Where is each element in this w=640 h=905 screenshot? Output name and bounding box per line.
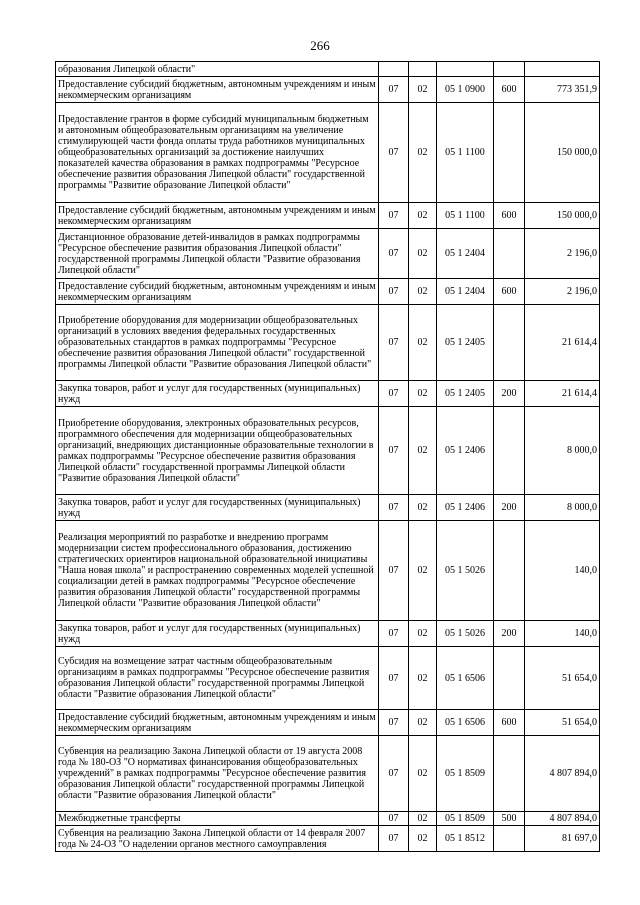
row-expense-type (494, 826, 525, 852)
table-row (56, 647, 600, 710)
row-expense-type (494, 521, 525, 621)
row-expense-type: 200 (494, 381, 525, 407)
row-target-code: 05 1 2404 (437, 229, 494, 279)
row-section: 07 (379, 381, 409, 407)
row-sum: 21 614,4 (525, 305, 600, 381)
row-expense-type (494, 647, 525, 710)
row-section: 07 (379, 710, 409, 736)
row-subsection: 02 (409, 407, 437, 495)
row-name: Субвенция на реализацию Закона Липецкой области от 19 августа 2008 года № 180-ОЗ "О нормативах финансирования общеобразовательных учреждений" в рамках подпрограммы "Ресурсное обеспечение развития образования Липецкой области" государственной программы Липецкой области "Развитие образования Липецкой области" (56, 736, 379, 812)
table-row (56, 407, 600, 495)
row-expense-type: 500 (494, 812, 525, 826)
row-sum: 8 000,0 (525, 407, 600, 495)
row-section: 07 (379, 103, 409, 203)
row-name: Приобретение оборудования, электронных образовательных ресурсов, программного обеспечения для модернизации общеобразовательных организаций, внедряющих дистанционные образовательные технологии в рамках подпрограммы "Ресурсное обеспечение развития образования Липецкой области" государственной программы Липецкой области "Развитие образования Липецкой области" (56, 407, 379, 495)
row-subsection: 02 (409, 305, 437, 381)
row-target-code (437, 62, 494, 77)
table-row (56, 203, 600, 229)
row-subsection: 02 (409, 710, 437, 736)
row-sum: 81 697,0 (525, 826, 600, 852)
row-sum: 150 000,0 (525, 203, 600, 229)
table-row (56, 305, 600, 381)
table-row (56, 279, 600, 305)
row-name: образования Липецкой области" (56, 62, 379, 77)
table-row (56, 495, 600, 521)
row-section: 07 (379, 826, 409, 852)
row-section: 07 (379, 305, 409, 381)
row-subsection: 02 (409, 229, 437, 279)
row-section: 07 (379, 647, 409, 710)
row-subsection: 02 (409, 203, 437, 229)
row-target-code: 05 1 2405 (437, 305, 494, 381)
row-subsection: 02 (409, 495, 437, 521)
row-target-code: 05 1 8509 (437, 736, 494, 812)
row-target-code: 05 1 2404 (437, 279, 494, 305)
row-expense-type: 600 (494, 77, 525, 103)
row-subsection: 02 (409, 521, 437, 621)
table-row (56, 710, 600, 736)
row-name: Предоставление субсидий бюджетным, автономным учреждениям и иным некоммерческим организациям (56, 279, 379, 305)
row-expense-type (494, 407, 525, 495)
row-target-code: 05 1 6506 (437, 710, 494, 736)
row-subsection (409, 62, 437, 77)
row-section: 07 (379, 621, 409, 647)
row-sum: 51 654,0 (525, 710, 600, 736)
row-sum: 51 654,0 (525, 647, 600, 710)
row-sum: 140,0 (525, 621, 600, 647)
row-name: Дистанционное образование детей-инвалидов в рамках подпрограммы "Ресурсное обеспечение развития образования Липецкой области" государственной программы Липецкой области "Развитие образования Липецкой области" (56, 229, 379, 279)
row-expense-type: 600 (494, 203, 525, 229)
row-sum: 21 614,4 (525, 381, 600, 407)
row-expense-type: 200 (494, 495, 525, 521)
row-target-code: 05 1 2405 (437, 381, 494, 407)
row-subsection: 02 (409, 381, 437, 407)
row-sum: 2 196,0 (525, 229, 600, 279)
row-name: Предоставление субсидий бюджетным, автономным учреждениям и иным некоммерческим организациям (56, 710, 379, 736)
row-expense-type (494, 229, 525, 279)
row-section: 07 (379, 736, 409, 812)
table-row (56, 62, 600, 77)
row-target-code: 05 1 5026 (437, 621, 494, 647)
row-sum: 2 196,0 (525, 279, 600, 305)
row-target-code: 05 1 8512 (437, 826, 494, 852)
row-name: Закупка товаров, работ и услуг для государственных (муниципальных) нужд (56, 381, 379, 407)
table-row (56, 736, 600, 812)
row-sum: 4 807 894,0 (525, 736, 600, 812)
row-target-code: 05 1 0900 (437, 77, 494, 103)
table-row (56, 103, 600, 203)
row-name: Субвенция на реализацию Закона Липецкой области от 14 февраля 2007 года № 24-ОЗ "О наделении органов местного самоуправления (56, 826, 379, 852)
row-name: Предоставление субсидий бюджетным, автономным учреждениям и иным некоммерческим организациям (56, 203, 379, 229)
row-target-code: 05 1 1100 (437, 203, 494, 229)
page-number: 266 (310, 38, 330, 53)
row-name: Приобретение оборудования для модернизации общеобразовательных организаций в условиях введения федеральных государственных образовательных стандартов в рамках подпрограммы "Ресурсное обеспечение развития образования Липецкой области" государственной программы Липецкой области "Развитие образования Липецкой области" (56, 305, 379, 381)
row-section: 07 (379, 495, 409, 521)
row-name: Закупка товаров, работ и услуг для государственных (муниципальных) нужд (56, 495, 379, 521)
row-target-code: 05 1 6506 (437, 647, 494, 710)
row-name: Субсидия на возмещение затрат частным общеобразовательным организациям в рамках подпрограммы "Ресурсное обеспечение развития образования Липецкой области" государственной программы Липецкой области "Развитие образования Липецкой области" (56, 647, 379, 710)
table-row (56, 229, 600, 279)
row-section: 07 (379, 203, 409, 229)
row-expense-type (494, 305, 525, 381)
row-section: 07 (379, 229, 409, 279)
table-row (56, 826, 600, 852)
row-expense-type (494, 736, 525, 812)
row-expense-type (494, 103, 525, 203)
row-expense-type: 600 (494, 279, 525, 305)
row-subsection: 02 (409, 736, 437, 812)
row-subsection: 02 (409, 621, 437, 647)
row-sum: 773 351,9 (525, 77, 600, 103)
row-name: Предоставление субсидий бюджетным, автономным учреждениям и иным некоммерческим организациям (56, 77, 379, 103)
row-target-code: 05 1 5026 (437, 521, 494, 621)
row-subsection: 02 (409, 647, 437, 710)
row-subsection: 02 (409, 279, 437, 305)
table-row (56, 77, 600, 103)
row-target-code: 05 1 8509 (437, 812, 494, 826)
row-section: 07 (379, 812, 409, 826)
row-name: Закупка товаров, работ и услуг для государственных (муниципальных) нужд (56, 621, 379, 647)
row-sum: 4 807 894,0 (525, 812, 600, 826)
row-section: 07 (379, 279, 409, 305)
row-target-code: 05 1 2406 (437, 495, 494, 521)
row-section: 07 (379, 407, 409, 495)
row-expense-type (494, 62, 525, 77)
row-sum: 8 000,0 (525, 495, 600, 521)
row-target-code: 05 1 1100 (437, 103, 494, 203)
row-name: Межбюджетные трансферты (56, 812, 379, 826)
row-expense-type: 600 (494, 710, 525, 736)
row-subsection: 02 (409, 812, 437, 826)
budget-table-body (56, 62, 600, 852)
row-section: 07 (379, 77, 409, 103)
row-expense-type: 200 (494, 621, 525, 647)
row-subsection: 02 (409, 77, 437, 103)
row-name: Предоставление грантов в форме субсидий муниципальным бюджетным и автономным общеобразовательным организациям на увеличение стимулирующей части фонда оплаты труда работников муниципальных общеобразовательных организаций за достижение наилучших показателей качества образования в рамках подпрограммы "Ресурсное обеспечение развития образования Липецкой области" государственной программы "Развитие образование Липецкой области" (56, 103, 379, 203)
row-sum: 140,0 (525, 521, 600, 621)
row-target-code: 05 1 2406 (437, 407, 494, 495)
row-subsection: 02 (409, 103, 437, 203)
row-section: 07 (379, 521, 409, 621)
table-row (56, 521, 600, 621)
row-subsection: 02 (409, 826, 437, 852)
row-sum: 150 000,0 (525, 103, 600, 203)
row-section (379, 62, 409, 77)
row-sum (525, 62, 600, 77)
row-name: Реализация мероприятий по разработке и внедрению программ модернизации систем профессионального образования, достижению стратегических ориентиров национальной образовательной инициативы "Наша новая школа" и распространению современных моделей успешной социализации детей в рамках подпрограммы "Ресурсное обеспечение развития образования Липецкой области" государственной программы Липецкой области "Развитие образования Липецкой области" (56, 521, 379, 621)
table-row (56, 812, 600, 826)
budget-table (55, 61, 600, 852)
table-row (56, 621, 600, 647)
table-row (56, 381, 600, 407)
